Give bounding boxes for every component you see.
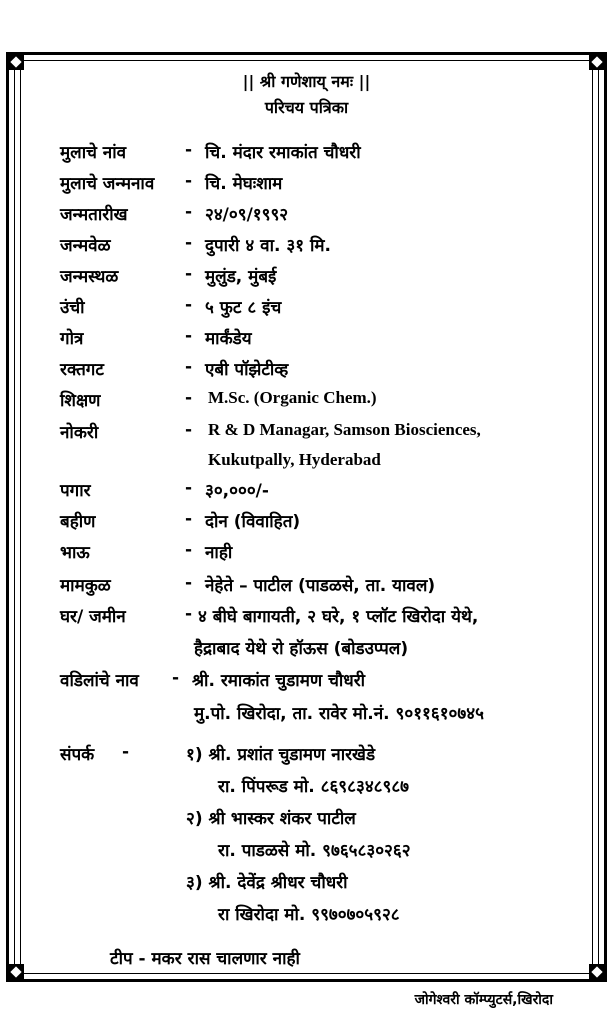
field-label: नोकरी <box>60 423 99 443</box>
field-value: नाही <box>205 543 233 563</box>
corner-ornament-icon <box>589 964 605 980</box>
field-value: श्री. रमाकांत चुडामण चौधरी <box>192 671 366 691</box>
field-value: M.Sc. (Organic Chem.) <box>208 388 377 407</box>
field-value: दुपारी ४ वा. ३१ मि. <box>205 236 331 256</box>
field-value: मुलुंड, मुंबई <box>205 267 277 287</box>
contact-label: संपर्क <box>60 745 95 765</box>
field-separator: - <box>185 357 193 377</box>
field-value-continued: Kukutpally, Hyderabad <box>208 450 381 469</box>
corner-ornament-icon <box>589 54 605 70</box>
field-label: मुलाचे नांव <box>60 143 127 163</box>
field-separator: - <box>172 668 180 688</box>
field-separator: - <box>185 202 193 222</box>
field-label: वडिलांचे नाव <box>60 671 139 691</box>
field-separator: - <box>185 478 193 498</box>
field-value: नेहेते – पाटील (पाडळसे, ता. यावल) <box>205 576 436 596</box>
field-value: एबी पॉझेटीव्ह <box>205 360 289 380</box>
field-label: उंची <box>60 298 85 318</box>
field-value: ५ फुट ८ इंच <box>205 298 282 318</box>
field-label: भाऊ <box>60 543 90 563</box>
field-label: जन्मस्थळ <box>60 267 119 287</box>
field-separator: - <box>185 140 193 160</box>
field-value: ३०,०००/- <box>205 481 269 501</box>
field-separator: - <box>185 233 193 253</box>
field-separator: - <box>185 295 193 315</box>
field-label: गोत्र <box>60 329 84 349</box>
field-value-continued: हैद्राबाद येथे रो हॉऊस (बोडउप्पल) <box>194 639 409 659</box>
field-separator: - <box>185 388 193 408</box>
field-label: रक्तगट <box>60 360 104 380</box>
contact-name: १) श्री. प्रशांत चुडामण नारखेडे <box>186 745 376 765</box>
field-separator: - <box>185 420 193 440</box>
corner-ornament-icon <box>8 54 24 70</box>
field-value: दोन (विवाहित) <box>205 512 301 532</box>
contact-detail: रा. पिंपरूड मो. ८६९८३४८९८७ <box>218 777 410 797</box>
field-separator: - <box>185 573 193 593</box>
field-label: जन्मतारीख <box>60 205 128 225</box>
field-value: चि. मंदार रमाकांत चौधरी <box>205 143 361 163</box>
field-value-continued: मु.पो. खिरोदा, ता. रावेर मो.नं. ९०११६१०७४५ <box>194 704 484 724</box>
field-label: जन्मवेळ <box>60 236 111 256</box>
field-label: बहीण <box>60 512 96 532</box>
corner-ornament-icon <box>8 964 24 980</box>
contact-name: ३) श्री. देवेंद्र श्रीधर चौधरी <box>186 873 348 893</box>
field-value: २४/०९/१९९२ <box>205 205 289 225</box>
field-separator: - <box>185 509 193 529</box>
field-value: मार्कंडेय <box>205 329 252 349</box>
contact-separator: - <box>122 742 130 762</box>
contact-detail: रा. पाडळसे मो. ९७६५८३०२६२ <box>218 841 411 861</box>
invocation: || श्री गणेशाय् नमः || <box>242 72 371 91</box>
field-value: चि. मेघःशाम <box>205 174 283 194</box>
field-label: शिक्षण <box>60 391 101 411</box>
footer-credit: जोगेश्वरी कॉम्प्युटर्स,खिरोदा <box>414 992 553 1008</box>
contact-detail: रा खिरोदा मो. ९९७०७०५९२८ <box>218 905 400 925</box>
page-title: परिचय पत्रिका <box>264 98 349 117</box>
field-separator: - <box>185 604 193 624</box>
field-separator: - <box>185 540 193 560</box>
field-label: पगार <box>60 481 91 501</box>
top-margin <box>0 0 613 50</box>
field-label: मामकुळ <box>60 576 111 596</box>
field-separator: - <box>185 264 193 284</box>
field-label: मुलाचे जन्मनाव <box>60 174 155 194</box>
field-value: ४ बीघे बागायती, २ घरे, १ प्लॉट खिरोदा येथे, <box>198 607 479 627</box>
note-tip: टीप - मकर रास चालणार नाही <box>110 949 300 969</box>
field-value: R & D Managar, Samson Biosciences, <box>208 420 481 439</box>
field-label: घर/ जमीन <box>60 607 126 627</box>
contact-name: २) श्री भास्कर शंकर पाटील <box>186 809 356 829</box>
field-separator: - <box>185 171 193 191</box>
field-separator: - <box>185 326 193 346</box>
